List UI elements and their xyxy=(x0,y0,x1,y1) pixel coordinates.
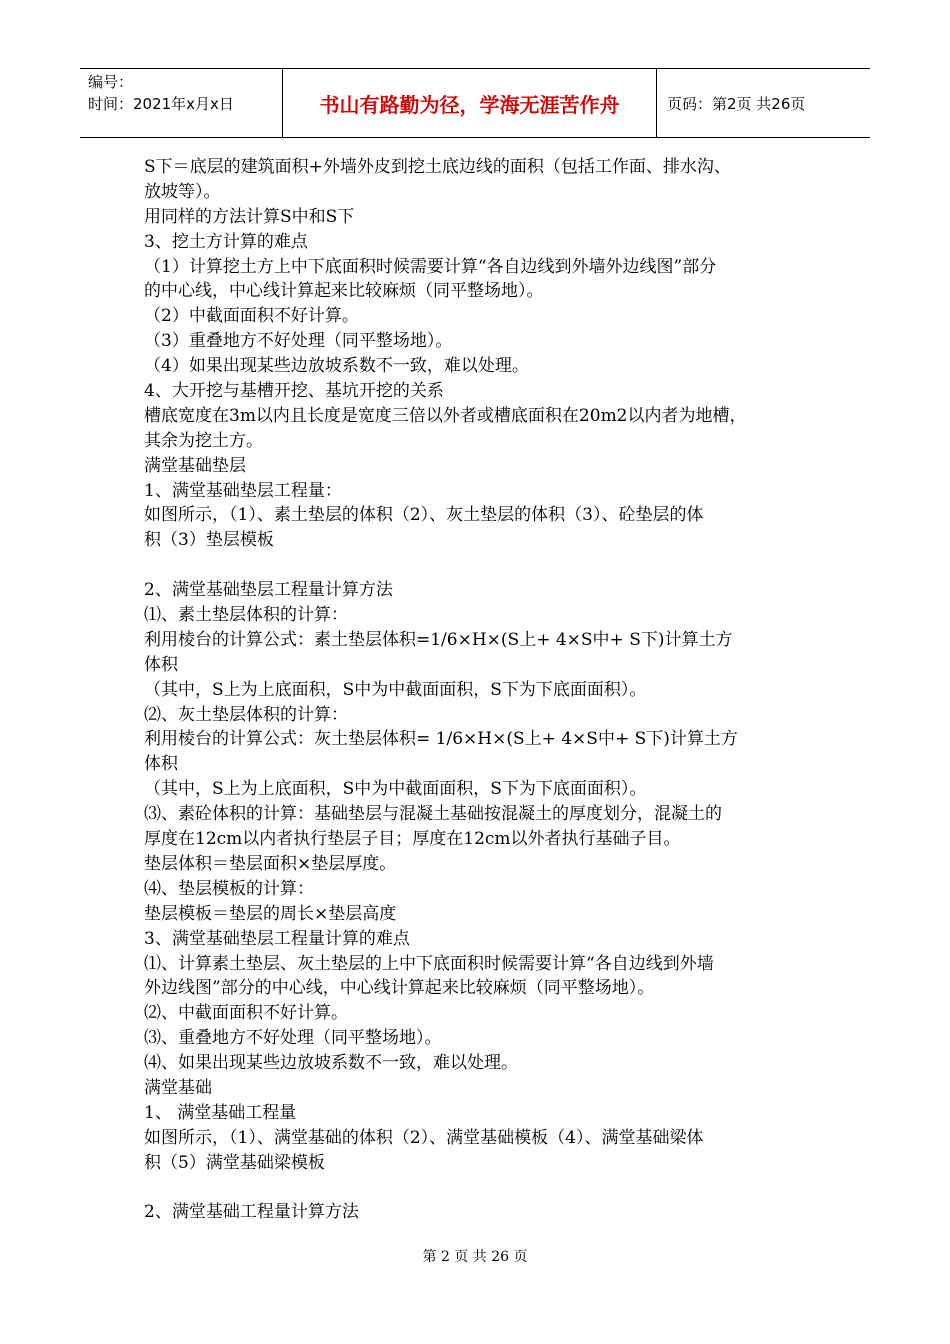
text-line: 用同样的方法计算S中和S下 xyxy=(144,206,355,227)
text-line: 外边线图”部分的中心线，中心线计算起来比较麻烦（同平整场地）。 xyxy=(144,978,655,999)
text-line: 放坡等）。 xyxy=(144,181,221,202)
text-line: 厚度在12cm以内者执行垫层子目；厚度在12cm以外者执行基础子目。 xyxy=(144,829,681,850)
page-header xyxy=(80,68,870,138)
text-line: ⑶、素砼体积的计算：基础垫层与混凝土基础按混凝土的厚度划分，混凝土的 xyxy=(144,804,722,825)
text-line: 体积 xyxy=(144,754,178,775)
text-line: 积（3）垫层模板 xyxy=(144,530,274,551)
text-line: 垫层模板＝垫层的周长×垫层高度 xyxy=(144,903,397,924)
page-footer: 第 2 页 共 26 页 xyxy=(422,1249,528,1265)
document-time-label: 时间：2021年x月x日 xyxy=(88,95,234,113)
text-line: 2、满堂基础垫层工程量计算方法 xyxy=(144,580,393,601)
text-line: ⑴、计算素土垫层、灰土垫层的上中下底面积时候需要计算“各自边线到外墙 xyxy=(144,953,714,974)
text-line: （1）计算挖土方上中下底面积时候需要计算“各自边线到外墙外边线图”部分 xyxy=(144,256,717,277)
text-line: 垫层体积＝垫层面积×垫层厚度。 xyxy=(144,853,397,874)
text-line: 其余为挖土方。 xyxy=(144,430,263,451)
text-line: 3、挖土方计算的难点 xyxy=(144,231,308,252)
blank-line xyxy=(144,1176,814,1201)
text-line: S下＝底层的建筑面积+外墙外皮到挖土底边线的面积（包括工作面、排水沟、 xyxy=(144,157,731,177)
text-line: ⑷、如果出现某些边放坡系数不一致，难以处理。 xyxy=(144,1053,518,1074)
header-page-label: 页码：第2页 共26页 xyxy=(667,94,806,113)
text-line: （2）中截面面积不好计算。 xyxy=(144,306,359,327)
header-motto: 书山有路勤为径，学海无涯苦作舟 xyxy=(283,69,657,137)
text-line: ⑷、垫层模板的计算： xyxy=(144,878,314,899)
text-line: ⑵、中截面面积不好计算。 xyxy=(144,1003,348,1024)
document-body xyxy=(144,155,814,1225)
text-line: 1、满堂基础垫层工程量： xyxy=(144,480,342,501)
text-line: ⑴、素土垫层体积的计算： xyxy=(144,605,348,626)
text-line: 如图所示，（1）、满堂基础的体积（2）、满堂基础模板（4）、满堂基础梁体 xyxy=(144,1127,704,1148)
text-line: 如图所示，（1）、素土垫层的体积（2）、灰土垫层的体积（3）、砼垫层的体 xyxy=(144,505,704,526)
text-line: 体积 xyxy=(144,654,178,675)
text-line: （其中，S上为上底面积，S中为中截面面积，S下为下底面面积）。 xyxy=(144,679,647,700)
text-line: （其中，S上为上底面积，S中为中截面面积，S下为下底面面积）。 xyxy=(144,779,647,800)
document-number-label: 编号： xyxy=(88,73,134,91)
text-line: 满堂基础 xyxy=(144,1077,212,1098)
header-meta xyxy=(80,69,283,137)
text-line: 利用棱台的计算公式：灰土垫层体积= 1/6×H×(S上+ 4×S中+ S下)计算土方 xyxy=(144,729,738,750)
text-line: 利用棱台的计算公式：素土垫层体积=1/6×H×(S上+ 4×S中+ S下)计算土方 xyxy=(144,629,733,650)
text-line: （3）重叠地方不好处理（同平整场地）。 xyxy=(144,331,453,352)
text-line: ⑶、重叠地方不好处理（同平整场地）。 xyxy=(144,1028,442,1049)
text-line: ⑵、灰土垫层体积的计算： xyxy=(144,704,348,725)
text-line: 满堂基础垫层 xyxy=(144,455,246,476)
text-line: 的中心线，中心线计算起来比较麻烦（同平整场地）。 xyxy=(144,281,544,302)
text-line: 积（5）满堂基础梁模板 xyxy=(144,1152,325,1173)
text-line: 4、大开挖与基槽开挖、基坑开挖的关系 xyxy=(144,381,444,402)
text-line: 槽底宽度在3m以内且长度是宽度三倍以外者或槽底面积在20m2以内者为地槽， xyxy=(144,405,747,426)
text-line: 3、满堂基础垫层工程量计算的难点 xyxy=(144,928,410,949)
text-line: 2、满堂基础工程量计算方法 xyxy=(144,1202,359,1223)
text-line: 1、 满堂基础工程量 xyxy=(144,1102,297,1123)
blank-line xyxy=(144,553,814,578)
text-line: （4）如果出现某些边放坡系数不一致，难以处理。 xyxy=(144,356,529,377)
